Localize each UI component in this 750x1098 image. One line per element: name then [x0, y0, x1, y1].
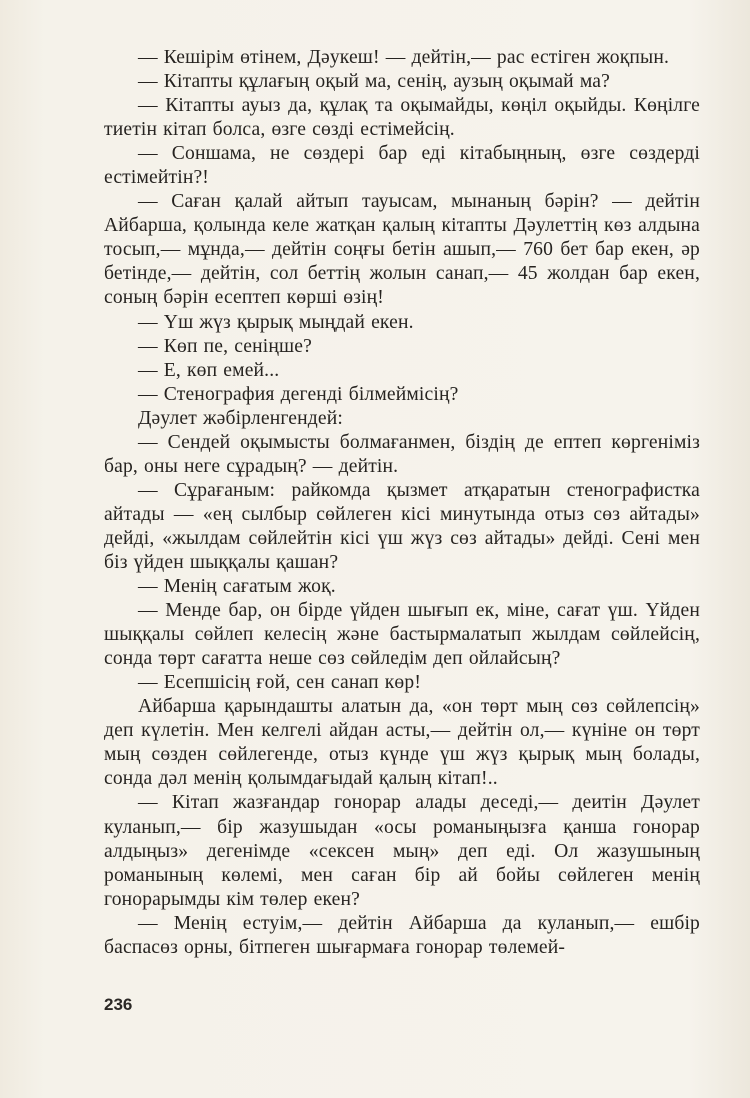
paragraph: — Кітап жазғандар гонорар алады деседі,— деитін Дәулет куланып,— бір жазушыдан «осы романыңызға қанша гонорар алдыңыз» дегенімде «сексен мың» деп еді. Ол жазушының романының көлемі, мен саған бір ай бойы сөйлеген менің гонорарымды кім төлер екен?: [104, 792, 700, 910]
paragraph: — Сұрағаным: райкомда қызмет атқаратын стенографистка айтады — «ең сылбыр сөйлеген кісі минутында отыз сөз айтады» дейді, «жылдам сөйлейтін кісі үш жүз сөз айтады» дейді. Сені мен біз үйден шыққалы қашан?: [104, 479, 700, 573]
paragraph: — Соншама, не сөздері бар еді кітабыңның, өзге сөздерді естімейтін?!: [104, 143, 700, 189]
paragraph: — Кітапты ауыз да, құлақ та оқымайды, көңіл оқыйды. Көңілге тиетін кітап болса, өзге сөзді естімейсің.: [104, 95, 700, 141]
paragraph: — Саған қалай айтып тауысам, мынаның бәрін? — дейтін Айбарша, қолында келе жатқан қалың кітапты Дәулеттің көз алдына тосып,— мұнда,— дейтін соңғы бетін ашып,— 760 бет бар екен, әр бетінде,— дейтін, сол беттің жолын санап,— 45 жолдан бар екен, соның бәрін есептеп көрші өзің!: [104, 191, 700, 309]
paragraph: Дәулет жәбірленгендей:: [138, 407, 343, 429]
paragraph: — Менде бар, он бірде үйден шығып ек, міне, сағат үш. Үйден шыққалы сөйлеп келесің және бастырмалатып жылдам сөйлейсің, сонда төрт сағатта неше сөз сөйледім деп ойлайсың?: [104, 600, 700, 670]
paragraph: — Кітапты құлағың оқый ма, сенің, аузың оқымай ма?: [138, 71, 610, 93]
paragraph: — Е, көп емей...: [138, 359, 280, 381]
paragraph: — Стенография дегенді білмеймісің?: [138, 383, 459, 405]
paragraph: — Есепшісің ғой, сен санап көр!: [138, 672, 421, 694]
paragraph: — Сендей оқымысты болмағанмен, біздің де ептеп көргеніміз бар, оны неге сұрадың? — дейтін.: [104, 431, 700, 477]
body-text: [104, 46, 700, 960]
paragraph: — Кешірім өтінем, Дәукеш! — дейтін,— рас естіген жоқпын.: [138, 47, 670, 68]
paragraph: Айбарша қарындашты алатын да, «он төрт мың сөз сөйлепсің» деп күлетін. Мен келгелі айдан асты,— дейтін ол,— күніне он төрт мың сөзден сөйлегенде, отыз күнде үш жүз қырық мың болады, сонда дәл менің қолымдағыдай қалың кітап!..: [104, 696, 700, 790]
paragraph: — Менің естуім,— дейтін Айбарша да куланып,— ешбір баспасөз орны, бітпеген шығармаға гонорар төлемей-: [104, 912, 700, 958]
paragraph: — Көп пе, сеніңше?: [138, 335, 312, 357]
paragraph: — Менің сағатым жоқ.: [138, 576, 336, 598]
page-number: 236: [104, 995, 133, 1014]
paragraph: — Үш жүз қырық мыңдай екен.: [138, 311, 414, 333]
